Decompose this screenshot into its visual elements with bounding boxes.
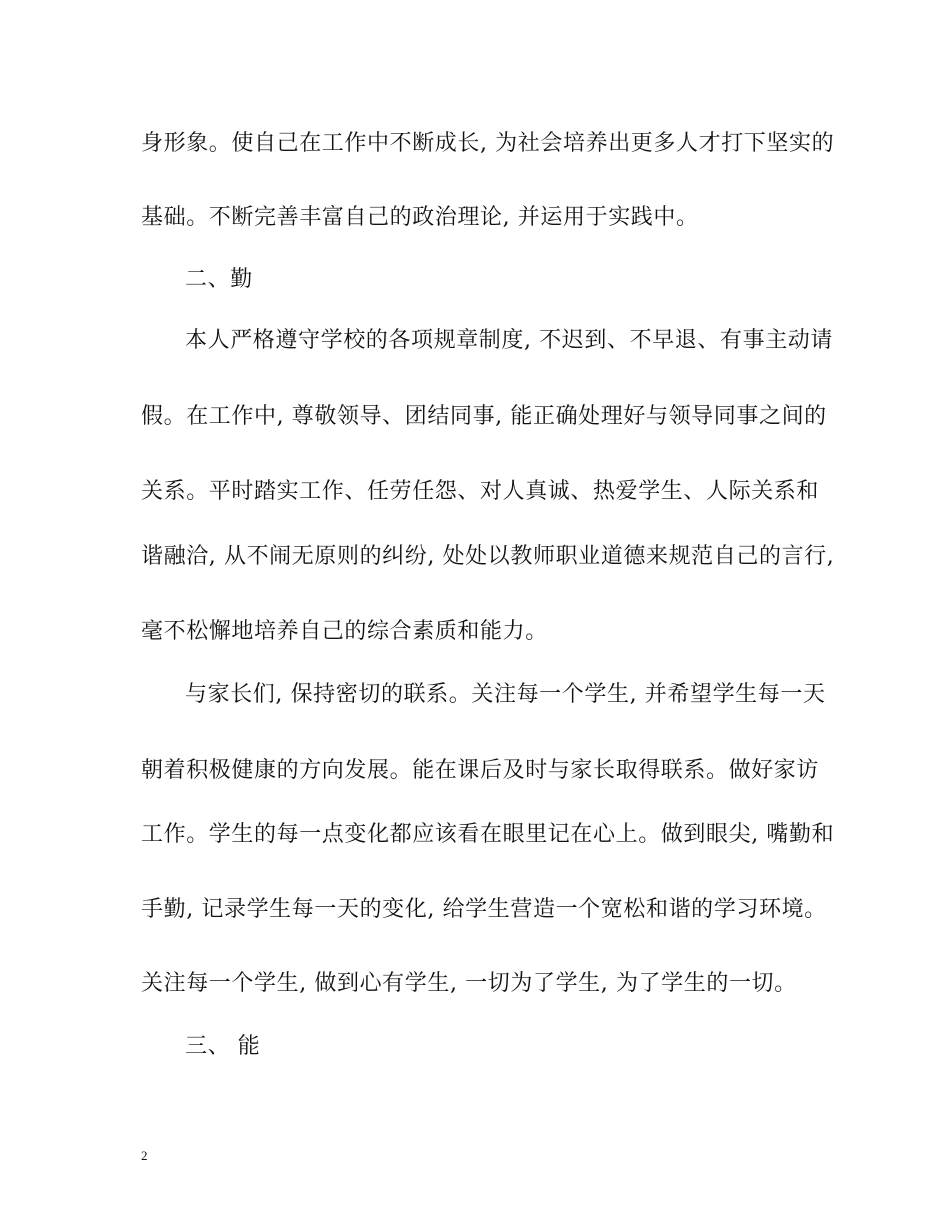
page-number: 2 bbox=[141, 1148, 148, 1163]
body-text-line: 毫不松懈地培养自己的综合素质和能力。 bbox=[141, 619, 548, 644]
paragraph-first-line: 本人严格遵守学校的各项规章制度, 不迟到、不早退、有事主动请 bbox=[185, 328, 833, 353]
section-heading: 二、勤 bbox=[185, 267, 253, 292]
body-text-line: 假。在工作中, 尊敬领导、团结同事, 能正确处理好与领导同事之间的 bbox=[141, 404, 827, 429]
paragraph-first-line: 与家长们, 保持密切的联系。关注每一个学生, 并希望学生每一天 bbox=[185, 682, 826, 707]
body-text-line: 身形象。使自己在工作中不断成长, 为社会培养出更多人才打下坚实的 bbox=[141, 131, 835, 156]
section-heading: 三、 能 bbox=[185, 1034, 261, 1059]
body-text-line: 手勤, 记录学生每一天的变化, 给学生营造一个宽松和谐的学习环境。 bbox=[141, 897, 827, 922]
body-text-line: 关系。平时踏实工作、任劳任怨、对人真诚、热爱学生、人际关系和 bbox=[141, 479, 820, 504]
body-text-line: 谐融洽, 从不闹无原则的纠纷, 处处以教师职业道德来规范自己的言行, bbox=[141, 544, 835, 569]
body-text-line: 工作。学生的每一点变化都应该看在眼里记在心上。做到眼尖, 嘴勤和 bbox=[141, 822, 835, 847]
body-text-line: 基础。不断完善丰富自己的政治理论, 并运用于实践中。 bbox=[141, 205, 699, 230]
body-text-line: 朝着积极健康的方向发展。能在课后及时与家长取得联系。做好家访 bbox=[141, 758, 820, 783]
body-text-line: 关注每一个学生, 做到心有学生, 一切为了学生, 为了学生的一切。 bbox=[141, 971, 797, 996]
